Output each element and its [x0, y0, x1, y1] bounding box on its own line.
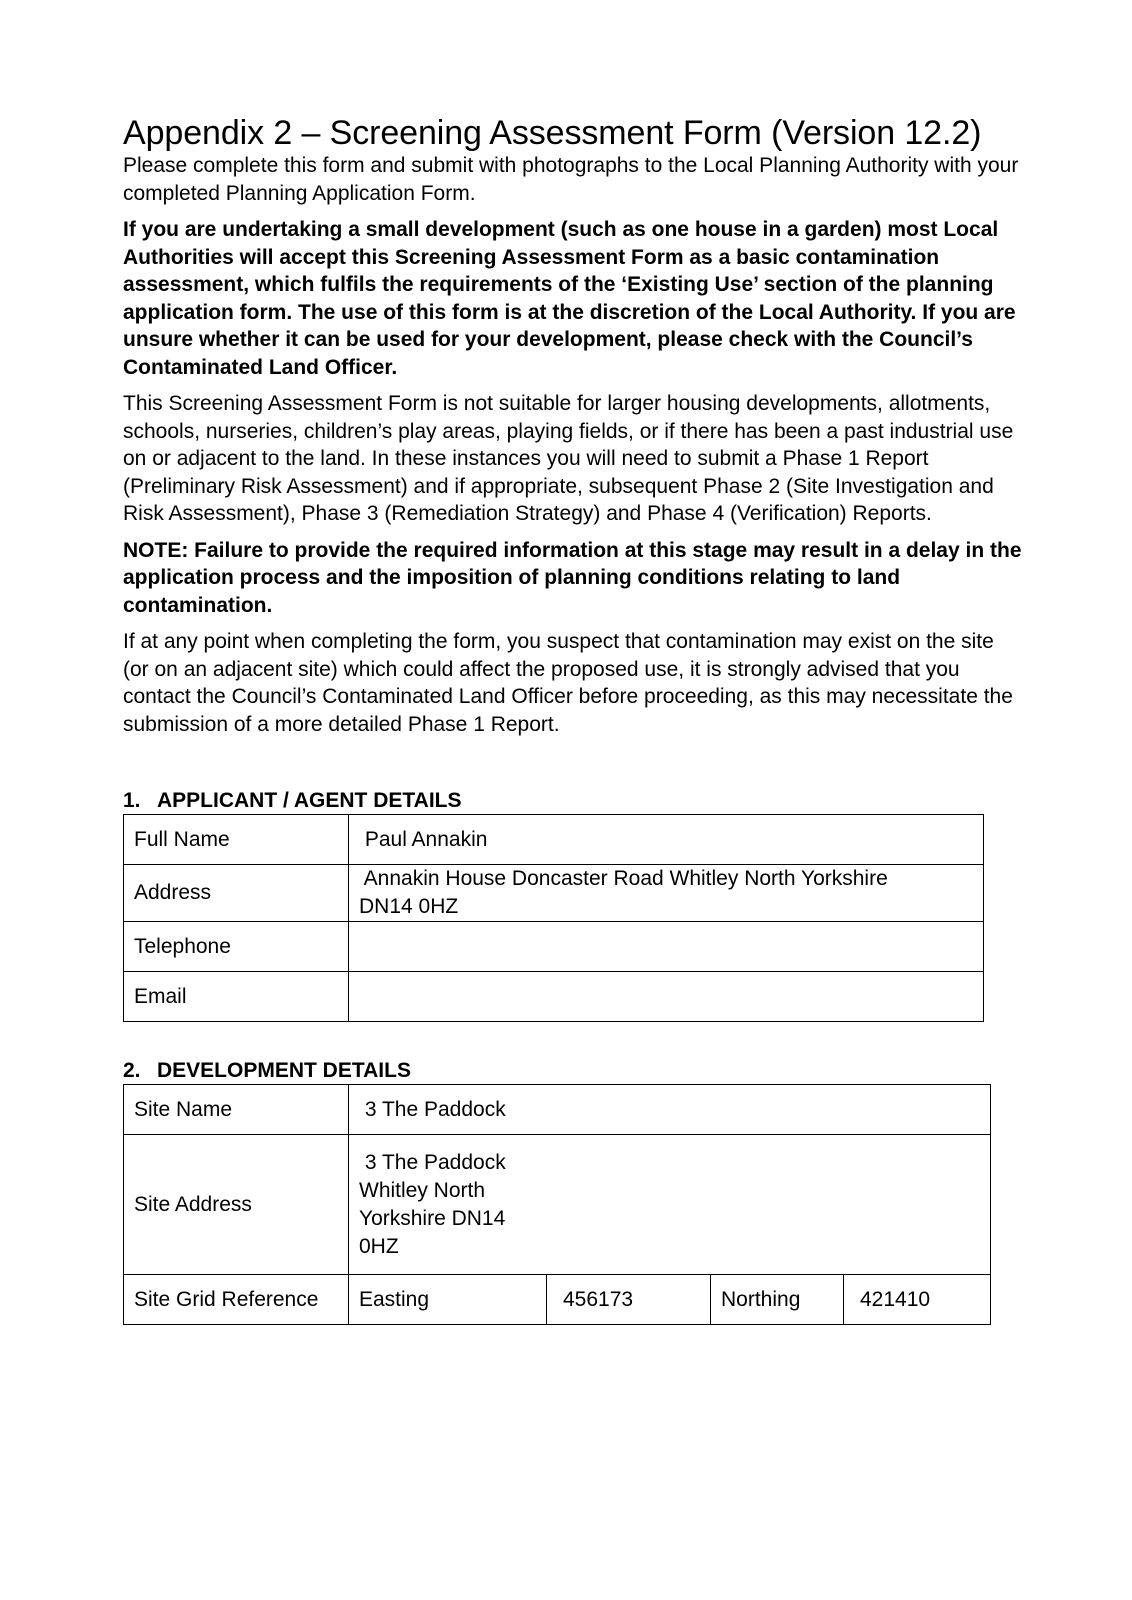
full-name-value: Paul Annakin: [359, 827, 488, 851]
table-row: [124, 865, 984, 922]
site-name-label: Site Name: [124, 1085, 349, 1135]
site-address-label: Site Address: [124, 1135, 349, 1275]
northing-label: Northing: [711, 1275, 844, 1325]
table-row: [124, 1085, 991, 1135]
small-development-note: If you are undertaking a small development (such as one house in a garden) most Local Authorities will accept this Screening Assessment Form as a basic contamination assessment, which fulfils the requirements of the ‘Existing Use’ section of the planning application form. The use of this form is at the discretion of the Local Authority. If you are unsure whether it can be used for your development, please check with the Council’s Contaminated Land Officer.: [123, 218, 1016, 379]
page-title: Appendix 2 – Screening Assessment Form (Version 12.2): [123, 114, 982, 152]
applicant-details-table: [123, 814, 984, 1022]
address-value-line-2: DN14 0HZ: [359, 895, 459, 918]
address-field[interactable]: [349, 865, 984, 922]
table-row: [124, 1275, 991, 1325]
intro-paragraph: Please complete this form and submit with photographs to the Local Planning Authority with your completed Planning Application Form.: [123, 154, 1019, 205]
development-details-table: [123, 1084, 991, 1325]
telephone-field[interactable]: [349, 922, 984, 972]
site-name-field[interactable]: [349, 1085, 991, 1135]
section-2-heading: [123, 1058, 1023, 1084]
section-2-title: DEVELOPMENT DETAILS: [157, 1059, 411, 1082]
easting-field[interactable]: 456173: [547, 1275, 711, 1325]
site-name-value: 3 The Paddock: [359, 1097, 506, 1121]
site-address-field[interactable]: [349, 1135, 991, 1275]
address-label: Address: [124, 865, 349, 922]
site-address-line-3: Yorkshire DN14: [359, 1206, 506, 1230]
site-address-line-4: 0HZ: [359, 1234, 399, 1258]
address-value-line-1: Annakin House Doncaster Road Whitley North Yorkshire: [359, 867, 888, 890]
section-2-number: 2.: [123, 1059, 141, 1082]
email-field[interactable]: [349, 972, 984, 1022]
section-1-number: 1.: [123, 789, 141, 812]
note-paragraph: NOTE: Failure to provide the required information at this stage may result in a delay in the application process and the imposition of planning conditions relating to land contamination.: [123, 538, 1022, 617]
telephone-label: Telephone: [124, 922, 349, 972]
advice-paragraph: If at any point when completing the form, you suspect that contamination may exist on the site (or on an adjacent site) which could affect the proposed use, it is strongly advised that you contact the Council’s Contaminated Land Officer before proceeding, as this may necessitate the submission of a more detailed Phase 1 Report.: [123, 630, 1013, 736]
full-name-field[interactable]: [349, 815, 984, 865]
table-row: [124, 1135, 991, 1275]
easting-label: Easting: [349, 1275, 547, 1325]
not-suitable-paragraph: This Screening Assessment Form is not suitable for larger housing developments, allotments, schools, nurseries, children’s play areas, playing fields, or if there has been a past industrial use on or adjacent to the land. In these instances you will need to submit a Phase 1 Report (Preliminary Risk Assessment) and if appropriate, subsequent Phase 2 (Site Investigation and Risk Assessment), Phase 3 (Remediation Strategy) and Phase 4 (Verification) Reports.: [123, 392, 1014, 525]
northing-field[interactable]: 421410: [844, 1275, 991, 1325]
table-row: [124, 922, 984, 972]
site-address-line-2: Whitley North: [359, 1178, 486, 1202]
section-1-title: APPLICANT / AGENT DETAILS: [157, 789, 462, 812]
table-row: [124, 815, 984, 865]
full-name-label: Full Name: [124, 815, 349, 865]
table-row: [124, 972, 984, 1022]
section-1-heading: [123, 788, 1023, 814]
email-label: Email: [124, 972, 349, 1022]
site-address-line-1: 3 The Paddock: [359, 1150, 506, 1174]
document-page: [123, 112, 1023, 1325]
grid-reference-label: Site Grid Reference: [124, 1275, 349, 1325]
